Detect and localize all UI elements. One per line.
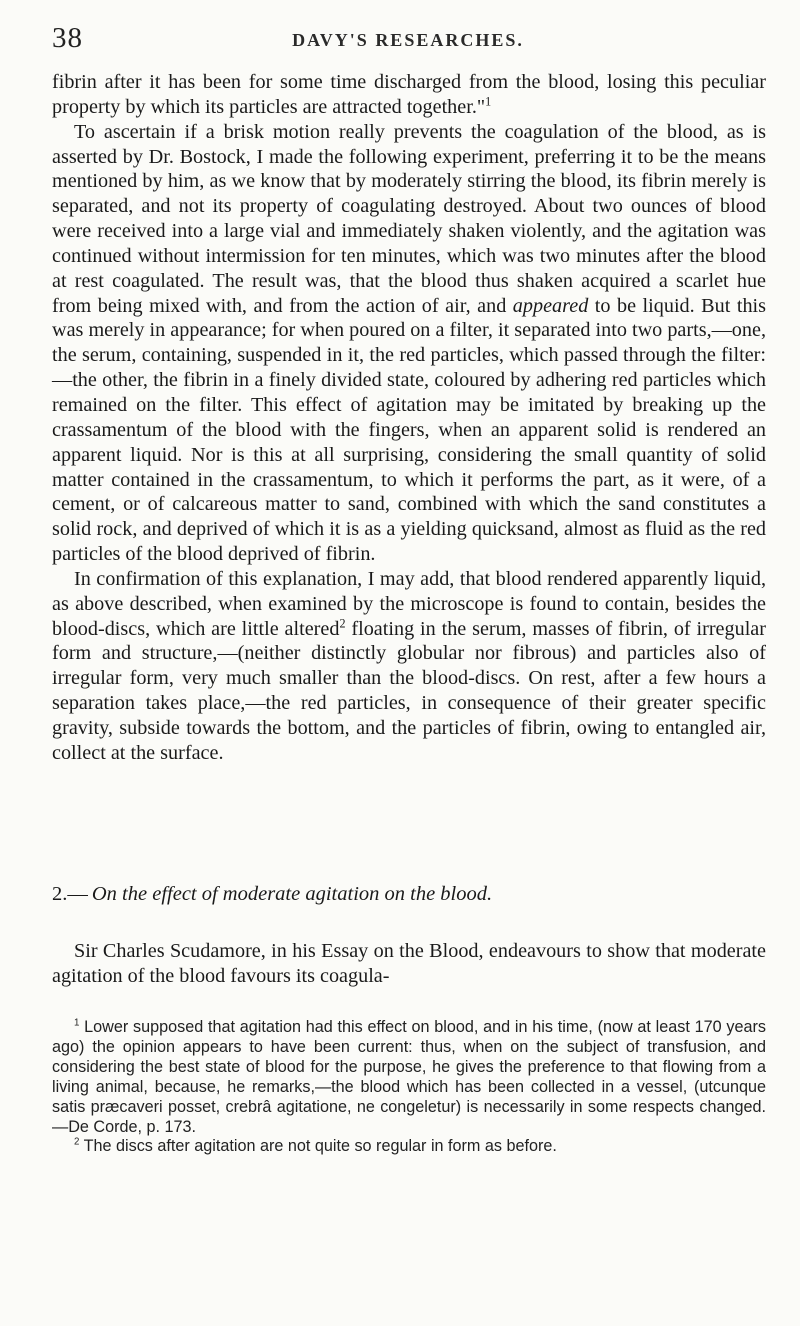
section-number: 2.— xyxy=(52,883,88,905)
paragraph-text: floating in the serum, masses of fibrin, of irregular form and structure,—(neither distinctly globular nor fibrous) and particles also of irregular form, very much smaller than the blood-discs. On rest, after a few hours a separation takes place,—the red particles, in consequence of their greater specific gravity, subside towards the bottom, and the particles of fibrin, owing to entangled air, collect at the surface. xyxy=(52,617,766,764)
footnote xyxy=(52,1137,766,1157)
footnote-text: Lower supposed that agitation had this effect on blood, and in his time, (now at least 170 years ago) the opinion appears to have been current: thus, when on the subject of transfusion, and considering the best state of blood for the purpose, he gives the preference to that flowing from a living animal, because, he remarks,—the blood which has been collected in a vessel, (utcunque satis præcaveri posset, crebrâ agitatione, ne congeletur) is necessarily in some respects changed.—De Corde, p. 173. xyxy=(52,1018,766,1136)
footnote-marker: 1 xyxy=(74,1017,80,1029)
paragraph-confirmation xyxy=(52,567,766,766)
running-head: DAVY'S RESEARCHES. xyxy=(292,30,524,50)
paragraph-text: To ascertain if a brisk motion really prevents the coagulation of the blood, as is asserted by Dr. Bostock, I made the following experiment, preferring it to be the means mentioned by him, as we know that by moderately stirring the blood, its fibrin merely is separated, and not its property of coagulating destroyed. About two ounces of blood were received into a large vial and immediately shaken violently, and the agitation was continued without intermission for ten minutes, which was two minutes after the blood at rest coagulated. The result was, that the blood thus shaken acquired a scarlet hue from being mixed with, and from the action of air, and xyxy=(52,120,766,317)
emphasis-text: appeared xyxy=(512,294,589,317)
section-title: On the effect of moderate agitation on the blood. xyxy=(91,883,493,905)
page-header xyxy=(52,22,764,54)
paragraph-continued xyxy=(52,70,766,120)
footnotes xyxy=(52,1018,766,1157)
page-number: 38 xyxy=(52,22,83,54)
section-heading xyxy=(52,881,766,907)
footnote-ref: 2 xyxy=(339,615,346,630)
section-paragraph: Sir Charles Scudamore, in his Essay on the Blood, endeavours to show that moderate agitation of the blood favours its coagula- xyxy=(52,940,766,987)
section-body xyxy=(52,939,766,988)
footnote-text: The discs after agitation are not quite so regular in form as before. xyxy=(79,1137,557,1156)
paragraph-experiment xyxy=(52,120,766,567)
paragraph-text: to be liquid. But this was merely in appearance; for when poured on a filter, it separated into two parts,—one, the serum, containing, suspended in it, the red particles, which passed through the filter:—the other, the fibrin in a finely divided state, coloured by adhering red particles which remained on the filter. This effect of agitation may be imitated by breaking up the crassamentum of the blood with the fingers, when an apparent solid is rendered an apparent liquid. Nor is this at all surprising, considering the small quantity of solid matter contained in the crassamentum, to which it performs the part, as it were, of a cement, or of calcareous matter to sand, combined with which the sand constitutes a solid rock, and deprived of which it is as a yielding quicksand, almost as fluid as the red particles of the blood deprived of fibrin. xyxy=(52,294,767,566)
footnote xyxy=(52,1018,766,1137)
paragraph-text: fibrin after it has been for some time discharged from the blood, losing this peculiar property by which its particles are attracted together." xyxy=(52,71,766,118)
body-text xyxy=(52,70,766,766)
paragraph-text: In confirmation of this explanation, I may add, that blood rendered apparently liquid, as above described, when examined by the microscope is found to contain, besides the blood-discs, which are little altered xyxy=(52,567,766,640)
footnote-marker: 2 xyxy=(74,1137,80,1149)
footnote-ref: 1 xyxy=(485,94,492,109)
